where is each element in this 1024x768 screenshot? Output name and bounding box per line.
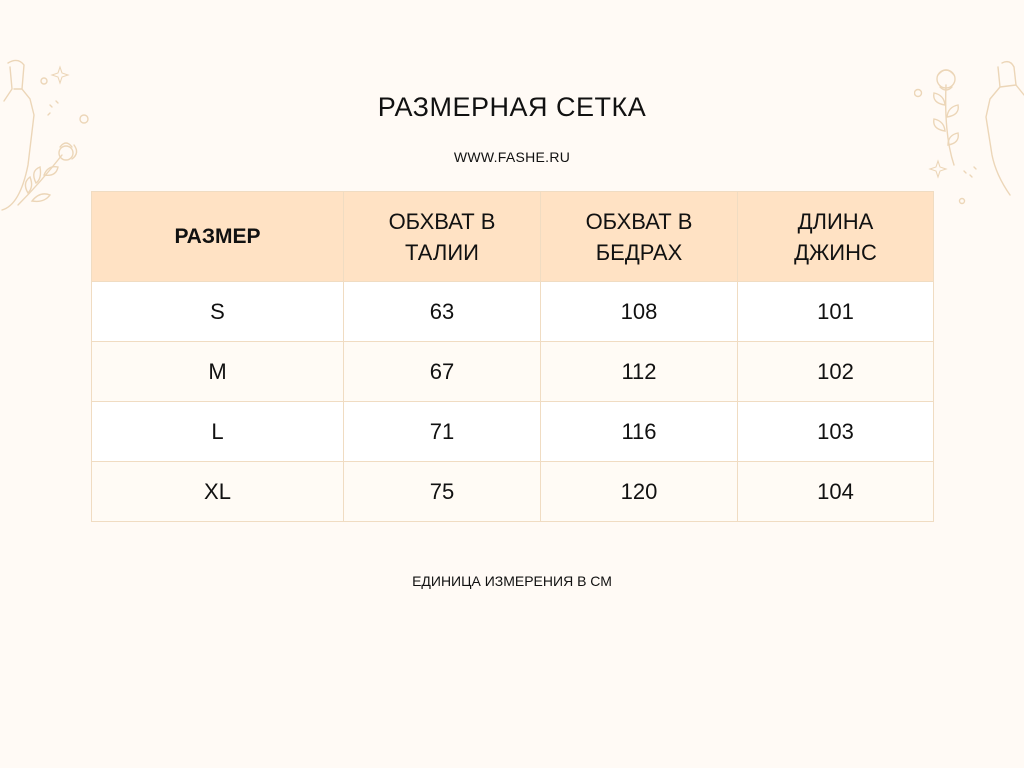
table-row (92, 342, 934, 402)
table-row (92, 402, 934, 462)
column-header-length: ДЛИНА ДЖИНС (738, 192, 934, 282)
page-title: РАЗМЕРНАЯ СЕТКА (377, 92, 647, 122)
floral-bottle-decoration-icon (0, 55, 100, 215)
unit-footnote: ЕДИНИЦА ИЗМЕРЕНИЯ В СМ (412, 573, 612, 589)
length-cell: 101 (738, 282, 934, 342)
hips-cell: 112 (541, 342, 738, 402)
table-header-row (92, 192, 934, 282)
hips-cell: 116 (541, 402, 738, 462)
waist-cell: 63 (344, 282, 541, 342)
floral-decoration-left (0, 55, 100, 215)
size-cell: M (92, 342, 344, 402)
size-cell: L (92, 402, 344, 462)
website-link[interactable]: WWW.FASHE.RU (453, 149, 571, 165)
column-header-waist: ОБХВАТ В ТАЛИИ (344, 192, 541, 282)
hips-cell: 108 (541, 282, 738, 342)
length-cell: 102 (738, 342, 934, 402)
size-cell: XL (92, 462, 344, 522)
size-cell: S (92, 282, 344, 342)
table-row (92, 462, 934, 522)
length-cell: 103 (738, 402, 934, 462)
size-chart-table (91, 191, 934, 522)
table-row (92, 282, 934, 342)
column-header-hips: ОБХВАТ В БЕДРАХ (541, 192, 738, 282)
waist-cell: 75 (344, 462, 541, 522)
waist-cell: 67 (344, 342, 541, 402)
length-cell: 104 (738, 462, 934, 522)
column-header-size: РАЗМЕР (92, 192, 344, 282)
hips-cell: 120 (541, 462, 738, 522)
waist-cell: 71 (344, 402, 541, 462)
